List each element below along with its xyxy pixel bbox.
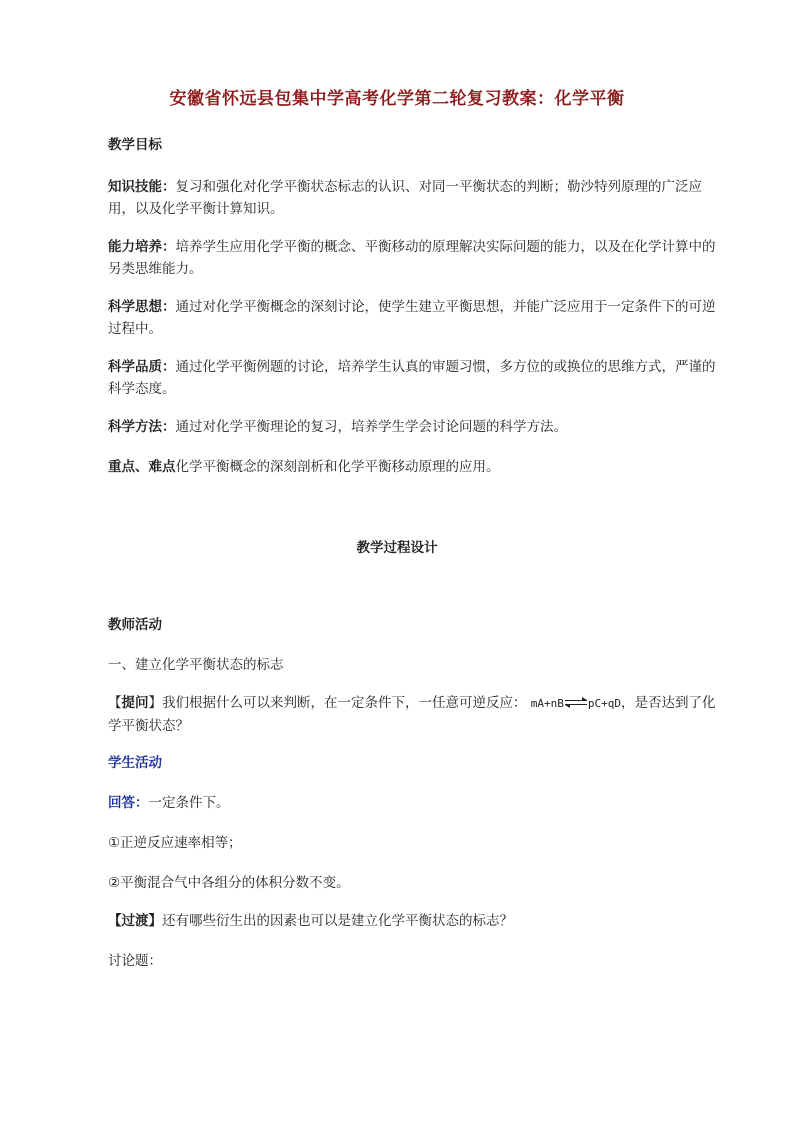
transition-paragraph	[108, 910, 720, 932]
answer-label: 回答：	[108, 795, 149, 811]
teacher-activity-heading: 教师活动	[108, 617, 162, 633]
quality-paragraph	[108, 356, 720, 400]
method-paragraph	[108, 416, 720, 438]
answer-text: 一定条件下。	[148, 795, 230, 811]
section-one-heading: 一、建立化学平衡状态的标志	[108, 657, 284, 673]
question-paragraph	[108, 692, 720, 737]
method-text: 通过对化学平衡理论的复习，培养学生学会讨论问题的科学方法。	[175, 419, 567, 435]
point-two: ②平衡混合气中各组分的体积分数不变。	[108, 875, 350, 891]
focus-label: 重点、难点	[108, 459, 176, 475]
formula-products: pC+qD	[587, 697, 622, 710]
focus-paragraph	[108, 456, 720, 478]
quality-label: 科学品质：	[108, 359, 176, 375]
question-label: 提问	[121, 695, 149, 711]
transition-label: 【过渡】	[108, 913, 162, 929]
knowledge-label: 知识技能：	[108, 179, 176, 195]
thinking-label: 科学思想：	[108, 299, 176, 315]
thinking-paragraph	[108, 296, 720, 340]
ability-label: 能力培养：	[108, 239, 176, 255]
focus-text: 化学平衡概念的深刻剖析和化学平衡移动原理的应用。	[175, 459, 500, 475]
quality-text: 通过化学平衡例题的讨论，培养学生认真的审题习惯，多方位的或换位的思维方式，严谨的科学态度。	[108, 359, 716, 397]
formula-reactants: mA+nB	[530, 697, 564, 710]
question-text-before: 我们根据什么可以来判断，在一定条件下，一任意可逆反应：	[162, 695, 527, 711]
point-one: ①正逆反应速率相等；	[108, 835, 242, 851]
equilibrium-arrows-icon	[565, 698, 587, 708]
knowledge-text: 复习和强化对化学平衡状态标志的认识、对同一平衡状态的判断；勒沙特列原理的广泛应用，以及化学平衡计算知识。	[108, 179, 702, 217]
answer-paragraph	[108, 792, 720, 814]
discussion-label: 讨论题：	[108, 953, 162, 969]
student-activity-heading: 学生活动	[108, 755, 162, 771]
ability-paragraph	[108, 236, 720, 280]
ability-text: 培养学生应用化学平衡的概念、平衡移动的原理解决实际问题的能力，以及在化学计算中的另类思维能力。	[108, 239, 716, 277]
process-heading: 教学过程设计	[356, 540, 438, 556]
question-text-after: ，是否达到了化学平衡状态？	[108, 695, 716, 734]
document-title: 安徽省怀远县包集中学高考化学第二轮复习教案：化学平衡	[169, 89, 625, 109]
question-open-bracket: 【	[108, 695, 122, 711]
method-label: 科学方法：	[108, 419, 176, 435]
transition-text: 还有哪些衍生出的因素也可以是建立化学平衡状态的标志？	[162, 913, 513, 929]
thinking-text: 通过对化学平衡概念的深刻讨论，使学生建立平衡思想，并能广泛应用于一定条件下的可逆过程中。	[108, 299, 716, 337]
question-close-bracket: 】	[148, 695, 162, 711]
goals-heading: 教学目标	[108, 137, 162, 153]
knowledge-paragraph	[108, 176, 720, 220]
